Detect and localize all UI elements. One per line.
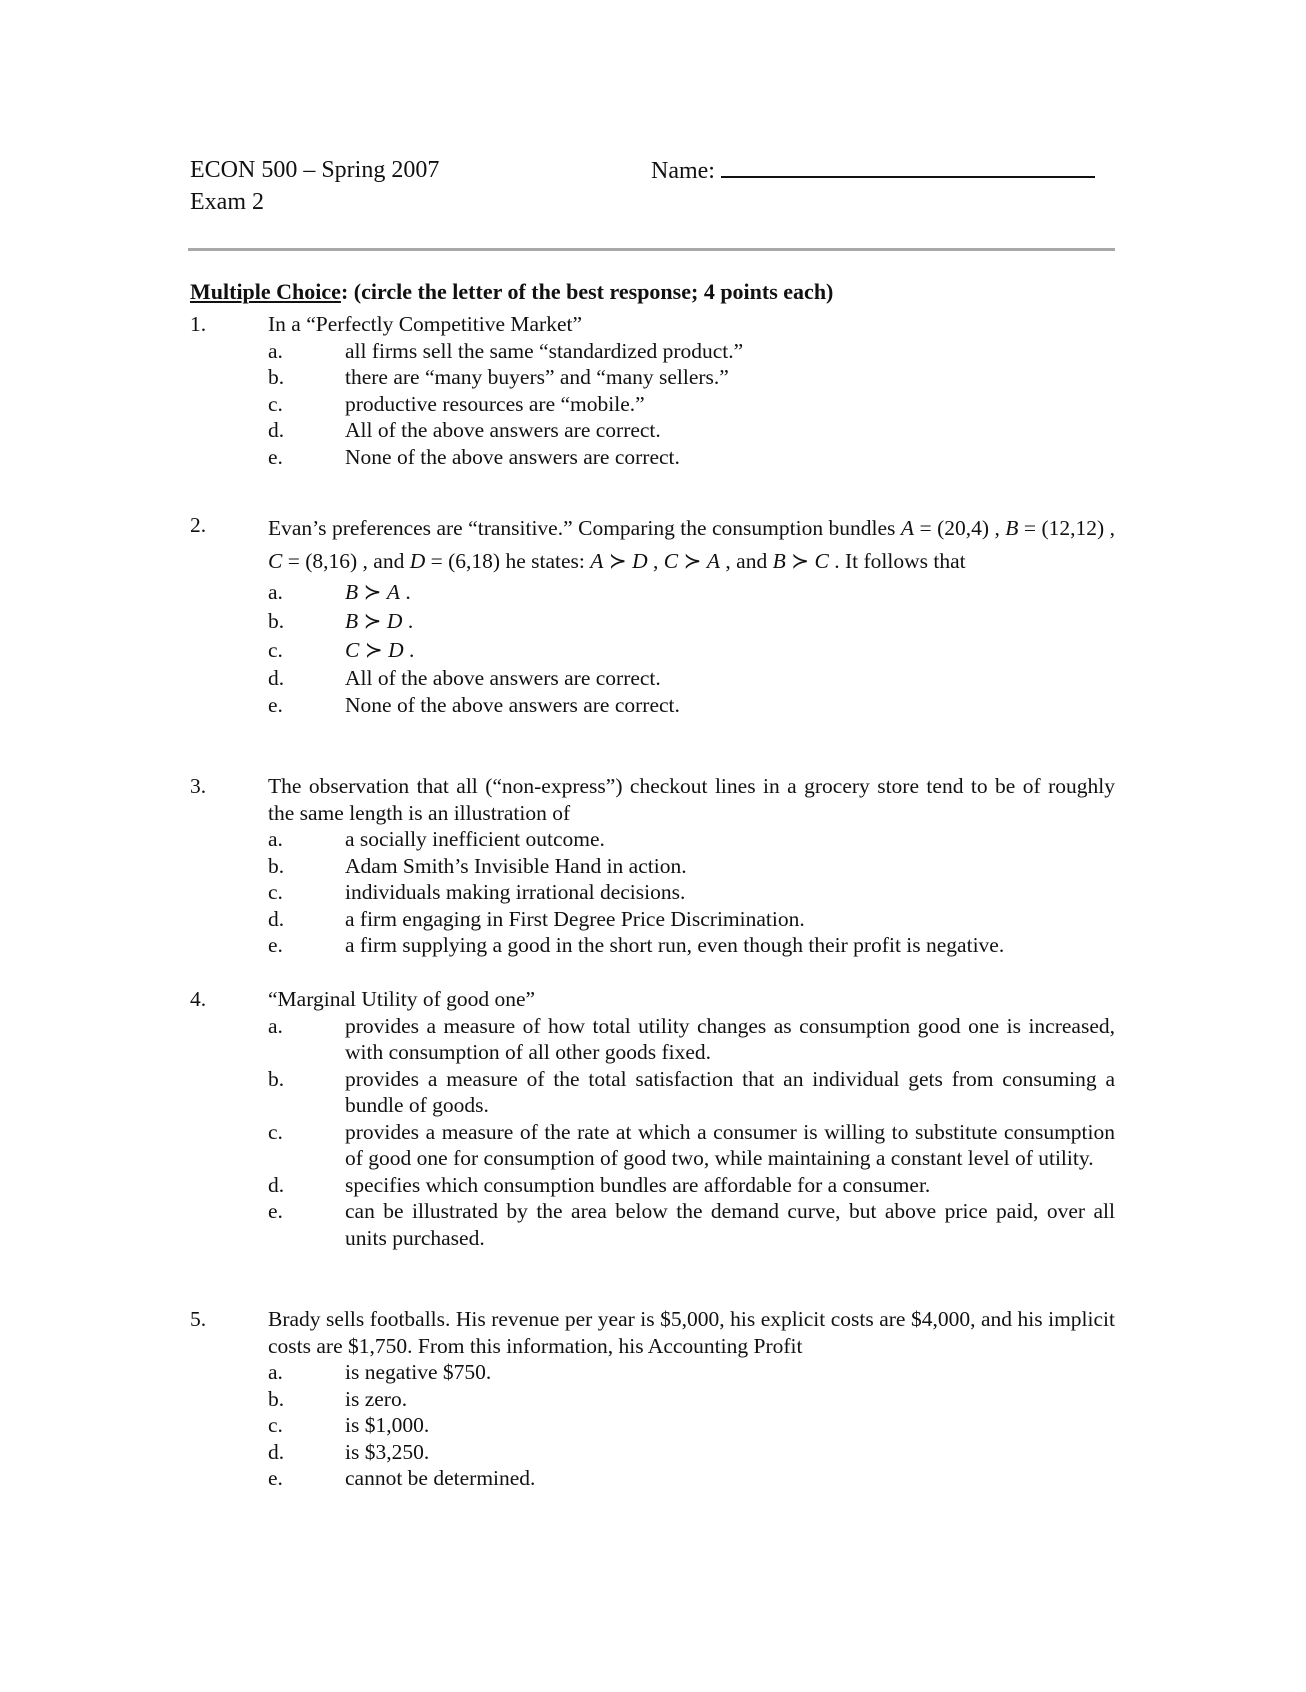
- option-letter: c.: [268, 638, 283, 662]
- exam-header-left: [190, 154, 439, 218]
- option-text: None of the above answers are correct.: [345, 692, 680, 717]
- question-number: 3.: [190, 774, 207, 798]
- question-3: [190, 773, 1115, 959]
- question-stem: Evan’s preferences are “transitive.” Comparing the consumption bundles A = (20,4) , B = (12,12) , C = (8,16) , and D = (6,18) he states: A ≻ D , C ≻ A , and B ≻ C . It follows that: [268, 516, 1115, 573]
- question-stem: Brady sells footballs. His revenue per year is $5,000, his explicit costs are $4,000, and his implicit costs are $1,750. From this information, his Accounting Profit: [268, 1307, 1115, 1358]
- option-c[interactable]: [268, 879, 1115, 906]
- option-letter: d.: [268, 418, 285, 442]
- question-5: [190, 1306, 1115, 1492]
- option-e[interactable]: [268, 692, 1115, 719]
- option-letter: c.: [268, 391, 283, 416]
- option-text: individuals making irrational decisions.: [345, 880, 686, 904]
- option-letter: b.: [268, 365, 285, 389]
- option-e[interactable]: [268, 1465, 1115, 1492]
- option-letter: d.: [268, 666, 285, 690]
- option-a[interactable]: [268, 826, 1115, 853]
- question-number: 5.: [190, 1307, 207, 1331]
- option-letter: c.: [268, 880, 283, 904]
- option-c[interactable]: [268, 636, 1115, 665]
- option-letter: a.: [268, 338, 283, 363]
- question-2: [190, 512, 1115, 718]
- option-b[interactable]: [268, 853, 1115, 880]
- section-heading: [190, 279, 833, 305]
- section-title: Multiple Choice: [190, 279, 341, 304]
- question-stem: In a “Perfectly Competitive Market”: [268, 312, 583, 336]
- option-letter: d.: [268, 906, 285, 931]
- option-text: a socially inefficient outcome.: [345, 827, 605, 851]
- option-text: Adam Smith’s Invisible Hand in action.: [345, 853, 687, 878]
- option-e[interactable]: [268, 444, 1115, 471]
- section-instructions: : (circle the letter of the best response; 4 points each): [340, 279, 834, 304]
- option-text: All of the above answers are correct.: [345, 666, 661, 690]
- option-c[interactable]: [268, 1412, 1115, 1439]
- option-text: provides a measure of the rate at which a consumer is willing to substitute consumption of good one for consumption of good two, while maintaining a constant level of utility.: [345, 1119, 1115, 1170]
- option-text: a firm engaging in First Degree Price Discrimination.: [345, 906, 805, 931]
- option-a[interactable]: [268, 1013, 1115, 1066]
- option-text: is negative $750.: [345, 1360, 492, 1384]
- option-letter: c.: [268, 1413, 283, 1437]
- exam-title: Exam 2: [190, 189, 264, 215]
- option-text: there are “many buyers” and “many sellers.”: [345, 365, 729, 389]
- name-field: [651, 154, 1095, 187]
- option-letter: a.: [268, 1013, 283, 1038]
- option-b[interactable]: [268, 1386, 1115, 1413]
- question-1: [190, 311, 1115, 470]
- question-number: 1.: [190, 312, 207, 336]
- header-divider: [188, 248, 1115, 251]
- option-d[interactable]: [268, 417, 1115, 444]
- name-label: Name:: [651, 158, 715, 184]
- option-text: None of the above answers are correct.: [345, 444, 680, 469]
- option-letter: a.: [268, 827, 283, 851]
- question-stem: The observation that all (“non-express”) checkout lines in a grocery store tend to be of roughly the same length is an illustration of: [268, 774, 1115, 825]
- name-blank-line[interactable]: [721, 154, 1095, 178]
- option-text: all firms sell the same “standardized product.”: [345, 338, 744, 363]
- option-c[interactable]: [268, 1119, 1115, 1172]
- question-stem: “Marginal Utility of good one”: [268, 987, 536, 1011]
- option-letter: d.: [268, 1439, 285, 1464]
- question-number: 4.: [190, 987, 207, 1011]
- option-text: is zero.: [345, 1386, 408, 1411]
- option-text: can be illustrated by the area below the demand curve, but above price paid, over all units purchased.: [345, 1199, 1115, 1250]
- option-e[interactable]: [268, 932, 1115, 959]
- option-a[interactable]: [268, 578, 1115, 607]
- option-text: C ≻ D .: [345, 638, 415, 662]
- option-text: is $1,000.: [345, 1413, 430, 1437]
- option-text: provides a measure of the total satisfaction that an individual gets from consuming a bundle of goods.: [345, 1066, 1115, 1117]
- option-letter: e.: [268, 692, 283, 717]
- option-letter: b.: [268, 609, 285, 633]
- option-c[interactable]: [268, 391, 1115, 418]
- option-b[interactable]: [268, 607, 1115, 636]
- option-text: B ≻ A .: [345, 580, 411, 604]
- option-letter: b.: [268, 1386, 285, 1411]
- option-a[interactable]: [268, 1359, 1115, 1386]
- option-letter: a.: [268, 1360, 283, 1384]
- option-text: All of the above answers are correct.: [345, 418, 661, 442]
- option-letter: e.: [268, 1199, 283, 1223]
- option-letter: b.: [268, 1066, 285, 1091]
- course-title: ECON 500 – Spring 2007: [190, 157, 440, 183]
- option-letter: a.: [268, 580, 283, 604]
- option-b[interactable]: [268, 364, 1115, 391]
- option-text: a firm supplying a good in the short run, even though their profit is negative.: [345, 933, 1005, 957]
- option-text: provides a measure of how total utility changes as consumption good one is increased, with consumption of all other goods fixed.: [345, 1013, 1115, 1064]
- option-letter: b.: [268, 853, 285, 878]
- option-a[interactable]: [268, 338, 1115, 365]
- option-e[interactable]: [268, 1198, 1115, 1251]
- option-d[interactable]: [268, 1439, 1115, 1466]
- option-text: specifies which consumption bundles are affordable for a consumer.: [345, 1172, 931, 1197]
- option-letter: e.: [268, 1466, 283, 1490]
- option-b[interactable]: [268, 1066, 1115, 1119]
- option-letter: e.: [268, 444, 283, 469]
- option-d[interactable]: [268, 906, 1115, 933]
- question-number: 2.: [190, 513, 207, 537]
- option-letter: e.: [268, 933, 283, 957]
- option-text: is $3,250.: [345, 1439, 430, 1464]
- option-letter: c.: [268, 1119, 283, 1144]
- option-letter: d.: [268, 1172, 285, 1197]
- option-text: productive resources are “mobile.”: [345, 391, 645, 416]
- option-d[interactable]: [268, 1172, 1115, 1199]
- question-4: [190, 986, 1115, 1251]
- option-text: B ≻ D .: [345, 609, 414, 633]
- option-d[interactable]: [268, 665, 1115, 692]
- option-text: cannot be determined.: [345, 1466, 536, 1490]
